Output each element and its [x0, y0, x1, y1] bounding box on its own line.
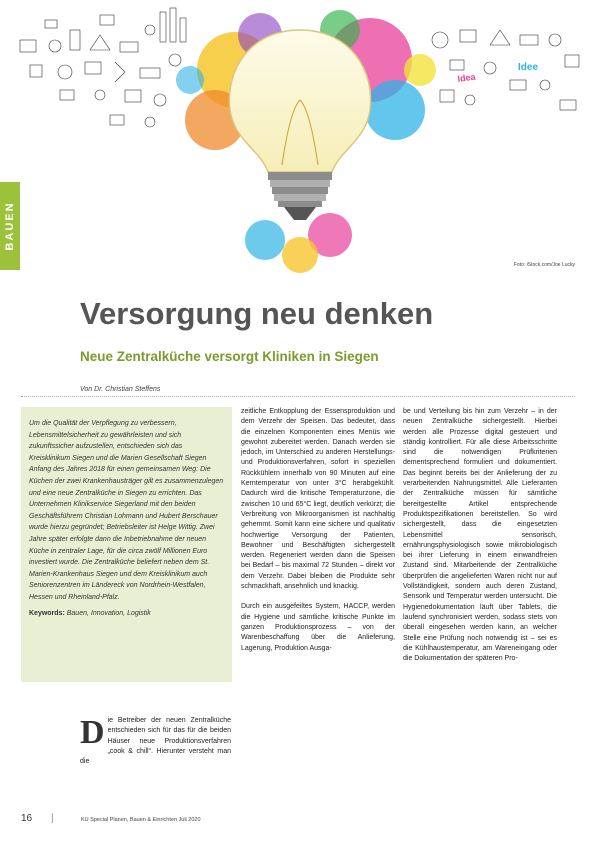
divider — [21, 396, 575, 397]
doodle-icons-left — [20, 8, 186, 127]
footer-source: KU Special Planen, Bauen & Einrichten Juli 2020 — [81, 817, 201, 823]
page-number: 16 — [21, 813, 33, 824]
footer-separator: | — [51, 813, 54, 824]
column-3-paragraph-1: be und Verteilung bis hin zum Verzehr – in der neuen Zentralküche sichergestellt. Hierbei werden alle Prozesse digital gesteuert und ständig kontrolliert. Für alle diese Arbeitsschritte sind die notwendigen Prüfkriterien dementsprechend formuliert und dokumentiert. Das beginnt bereits bei der Anlieferung der zu verarbeitenden Nahrungsmittel. Alle Lieferanten der Zentralküche müssen für sämtliche bereitgestellte Artikel entsprechende Produktspezifikationen bereitstellen. So wird sichergestellt, dass die eingesetzten Lebensmittel sensorisch, ernährungsphysiologisch sowie mikrobiologisch bei ihrer Lieferung in einem einwandfreien Zustand sind. Mitarbeitende der Zentralküche überprüfen die angelieferten Waren nicht nur auf Vollständigkeit, sondern auch deren Zustand, Sensorik und Temperatur werden untersucht. Die Hygienedokumentation läuft über Tablets, die laufend synchronisiert werden, sodass stets von überall eingesehen werden kann, an welcher Stelle eine Prüfung noch notwendig ist – sei es die Kühlhaustemperatur, am Wareneingang oder die Dokumentation der späteren Pro- — [403, 408, 557, 663]
column-2-paragraph-1: zeitliche Entkopplung der Essensproduktion und dem Verzehr der Speisen. Das bedeutet, dass die einzelnen Komponenten eines Menüs wie gewohnt zubereitet werden. Danach werden sie jedoch, im Unterschied zu anderen Herstellungs- und Produktionsverfahren, sofort in speziellen Rückkühlern innerhalb von 90 Minuten auf eine Kerntemperatur von unter 3°C herabgekühlt. Dadurch wird die kritische Temperaturzone, die zwischen 10 und 65°C liegt, deutlich verkürzt; die Verbreitung von Mikroorganismen ist nachhaltig gehemmt. Somit kann eine sichere und qualitativ hochwertige Versorgung der Patienten, Bewohner und Beschäftigten sichergestellt werden. Regeneriert werden dann die Speisen bei Bedarf – bis maximal 72 Stunden – direkt vor dem Verzehr. Dabei bleiben die Produkte sehr schmackhaft, ansehnlich und knackig. — [241, 408, 395, 591]
section-tab — [0, 182, 20, 270]
column-2-paragraph-2: Durch ein ausgefeiltes System, HACCP, werden die Hygiene und sämtliche kritische Punkte im ganzen Produktionsprozess – von der Warenbeschaffung über die Anlieferung, Lagerung, Produktion Ausga- — [241, 603, 395, 652]
lightbulb-illustration — [0, 0, 595, 275]
dropcap: D — [80, 714, 105, 751]
keywords-value: Bauen, Innovation, Logistik — [66, 609, 151, 617]
lightbulb — [229, 30, 370, 220]
column-1-text: ie Betreiber der neuen Zentralküche entschieden sich für das für die beiden Häuser neue Produktionsverfahren „cook & chill“. Hierunter versteht man die — [80, 717, 231, 766]
article-author: Von Dr. Christian Steffens — [80, 386, 161, 393]
hero-image — [0, 0, 595, 275]
article-title: Versorgung neu denken — [80, 296, 434, 331]
keywords — [29, 610, 225, 617]
keywords-label: Keywords: — [29, 609, 65, 617]
article-subtitle: Neue Zentralküche versorgt Kliniken in Siegen — [80, 349, 379, 364]
abstract-text: Um die Qualität der Verpflegung zu verbessern, Lebensmittelsicherheit zu gewährleisten und sich zukunftssicher aufzustellen, entschieden sich das Kreisklinikum Siegen und die Marien Gesellschaft Siegen Anfang des Jahres 2018 für einen gemeinsamen Weg: Die Küchen der zwei Krankenhausträger gilt es zusammenzulegen und eine neue Zentralküche in Siegen zu errichten. Das Unternehmen Klinikservice Siegerland mit den beiden Geschäftsführern Christian Lohmann und Hubert Berschauer wurde hierzu gegründet; Betriebsleiter ist Helge Wittig. Zwei Jahre später erfolgte dann die Inbetriebnahme der neuen Küche in zentraler Lage, für die circa zwölf Millionen Euro investiert wurde. Die Zentralküche beliefert neben dem St. Marien-Krankenhaus Siegen und dem Kreisklinikum auch Seniorenzentren im Ländereck von Nordrhein-Westfalen, Hessen und Rheinland-Pfalz. — [29, 420, 224, 601]
page-footer — [21, 813, 201, 824]
idea-sticker: Idea — [456, 71, 477, 84]
column-3 — [403, 407, 557, 674]
doodle-icons-right — [432, 30, 579, 110]
column-1 — [80, 716, 231, 767]
idee-sticker: Idee — [518, 62, 539, 73]
abstract-box — [21, 407, 232, 682]
photo-credit: Foto: iStock.com/Joe Lucky — [513, 262, 575, 268]
section-tab-label: BAUEN — [4, 201, 16, 251]
column-2 — [241, 407, 395, 664]
